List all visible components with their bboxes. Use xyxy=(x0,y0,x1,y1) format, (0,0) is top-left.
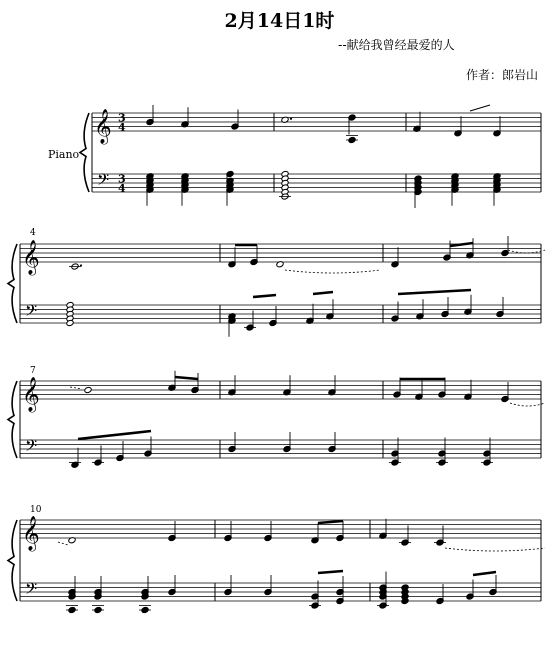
tie-dotted xyxy=(58,542,68,545)
note-head xyxy=(84,386,92,393)
bass-clef-icon: 𝄢 xyxy=(97,171,110,193)
beam xyxy=(450,243,473,246)
time-signature-denominator: 4 xyxy=(118,182,126,195)
dot xyxy=(290,118,292,120)
slur xyxy=(470,105,490,111)
time-signature-numerator: 3 xyxy=(118,111,126,125)
beam xyxy=(318,521,343,523)
measure-number-4: 4 xyxy=(30,228,36,238)
bass-clef-icon: 𝄢 xyxy=(25,580,38,602)
beam xyxy=(313,292,333,294)
brace-icon xyxy=(8,381,17,458)
treble-clef-icon: 𝄞 xyxy=(22,516,40,551)
brace-icon xyxy=(8,244,17,323)
piece-title: 2月14日1时 xyxy=(224,10,335,32)
beam xyxy=(398,290,471,294)
measure-number-7: 7 xyxy=(30,366,36,376)
brace-icon xyxy=(8,520,17,601)
instrument-label: Piano xyxy=(48,148,80,161)
beam xyxy=(473,572,496,575)
tie-dotted xyxy=(70,387,82,389)
tie-dotted xyxy=(285,270,380,273)
bass-clef-icon: 𝄢 xyxy=(25,437,38,459)
beam xyxy=(318,571,343,573)
measure-number-10: 10 xyxy=(30,505,42,515)
time-signature-numerator: 3 xyxy=(118,172,126,186)
treble-clef-icon: 𝄞 xyxy=(22,240,40,275)
tie-dotted xyxy=(510,403,545,406)
composer-credit: 作者：郎岩山 xyxy=(466,68,539,82)
treble-clef-icon: 𝄞 xyxy=(22,377,40,412)
treble-clef-icon: 𝄞 xyxy=(94,109,112,144)
beam xyxy=(253,295,276,297)
tie-dotted xyxy=(445,548,545,551)
tie-dotted xyxy=(508,250,545,253)
beam xyxy=(78,431,151,439)
bass-clef-icon: 𝄢 xyxy=(25,302,38,324)
dedication: --献给我曾经最爱的人 xyxy=(338,38,455,52)
beam xyxy=(175,377,198,379)
time-signature-denominator: 4 xyxy=(118,121,126,134)
brace-icon xyxy=(80,113,89,192)
